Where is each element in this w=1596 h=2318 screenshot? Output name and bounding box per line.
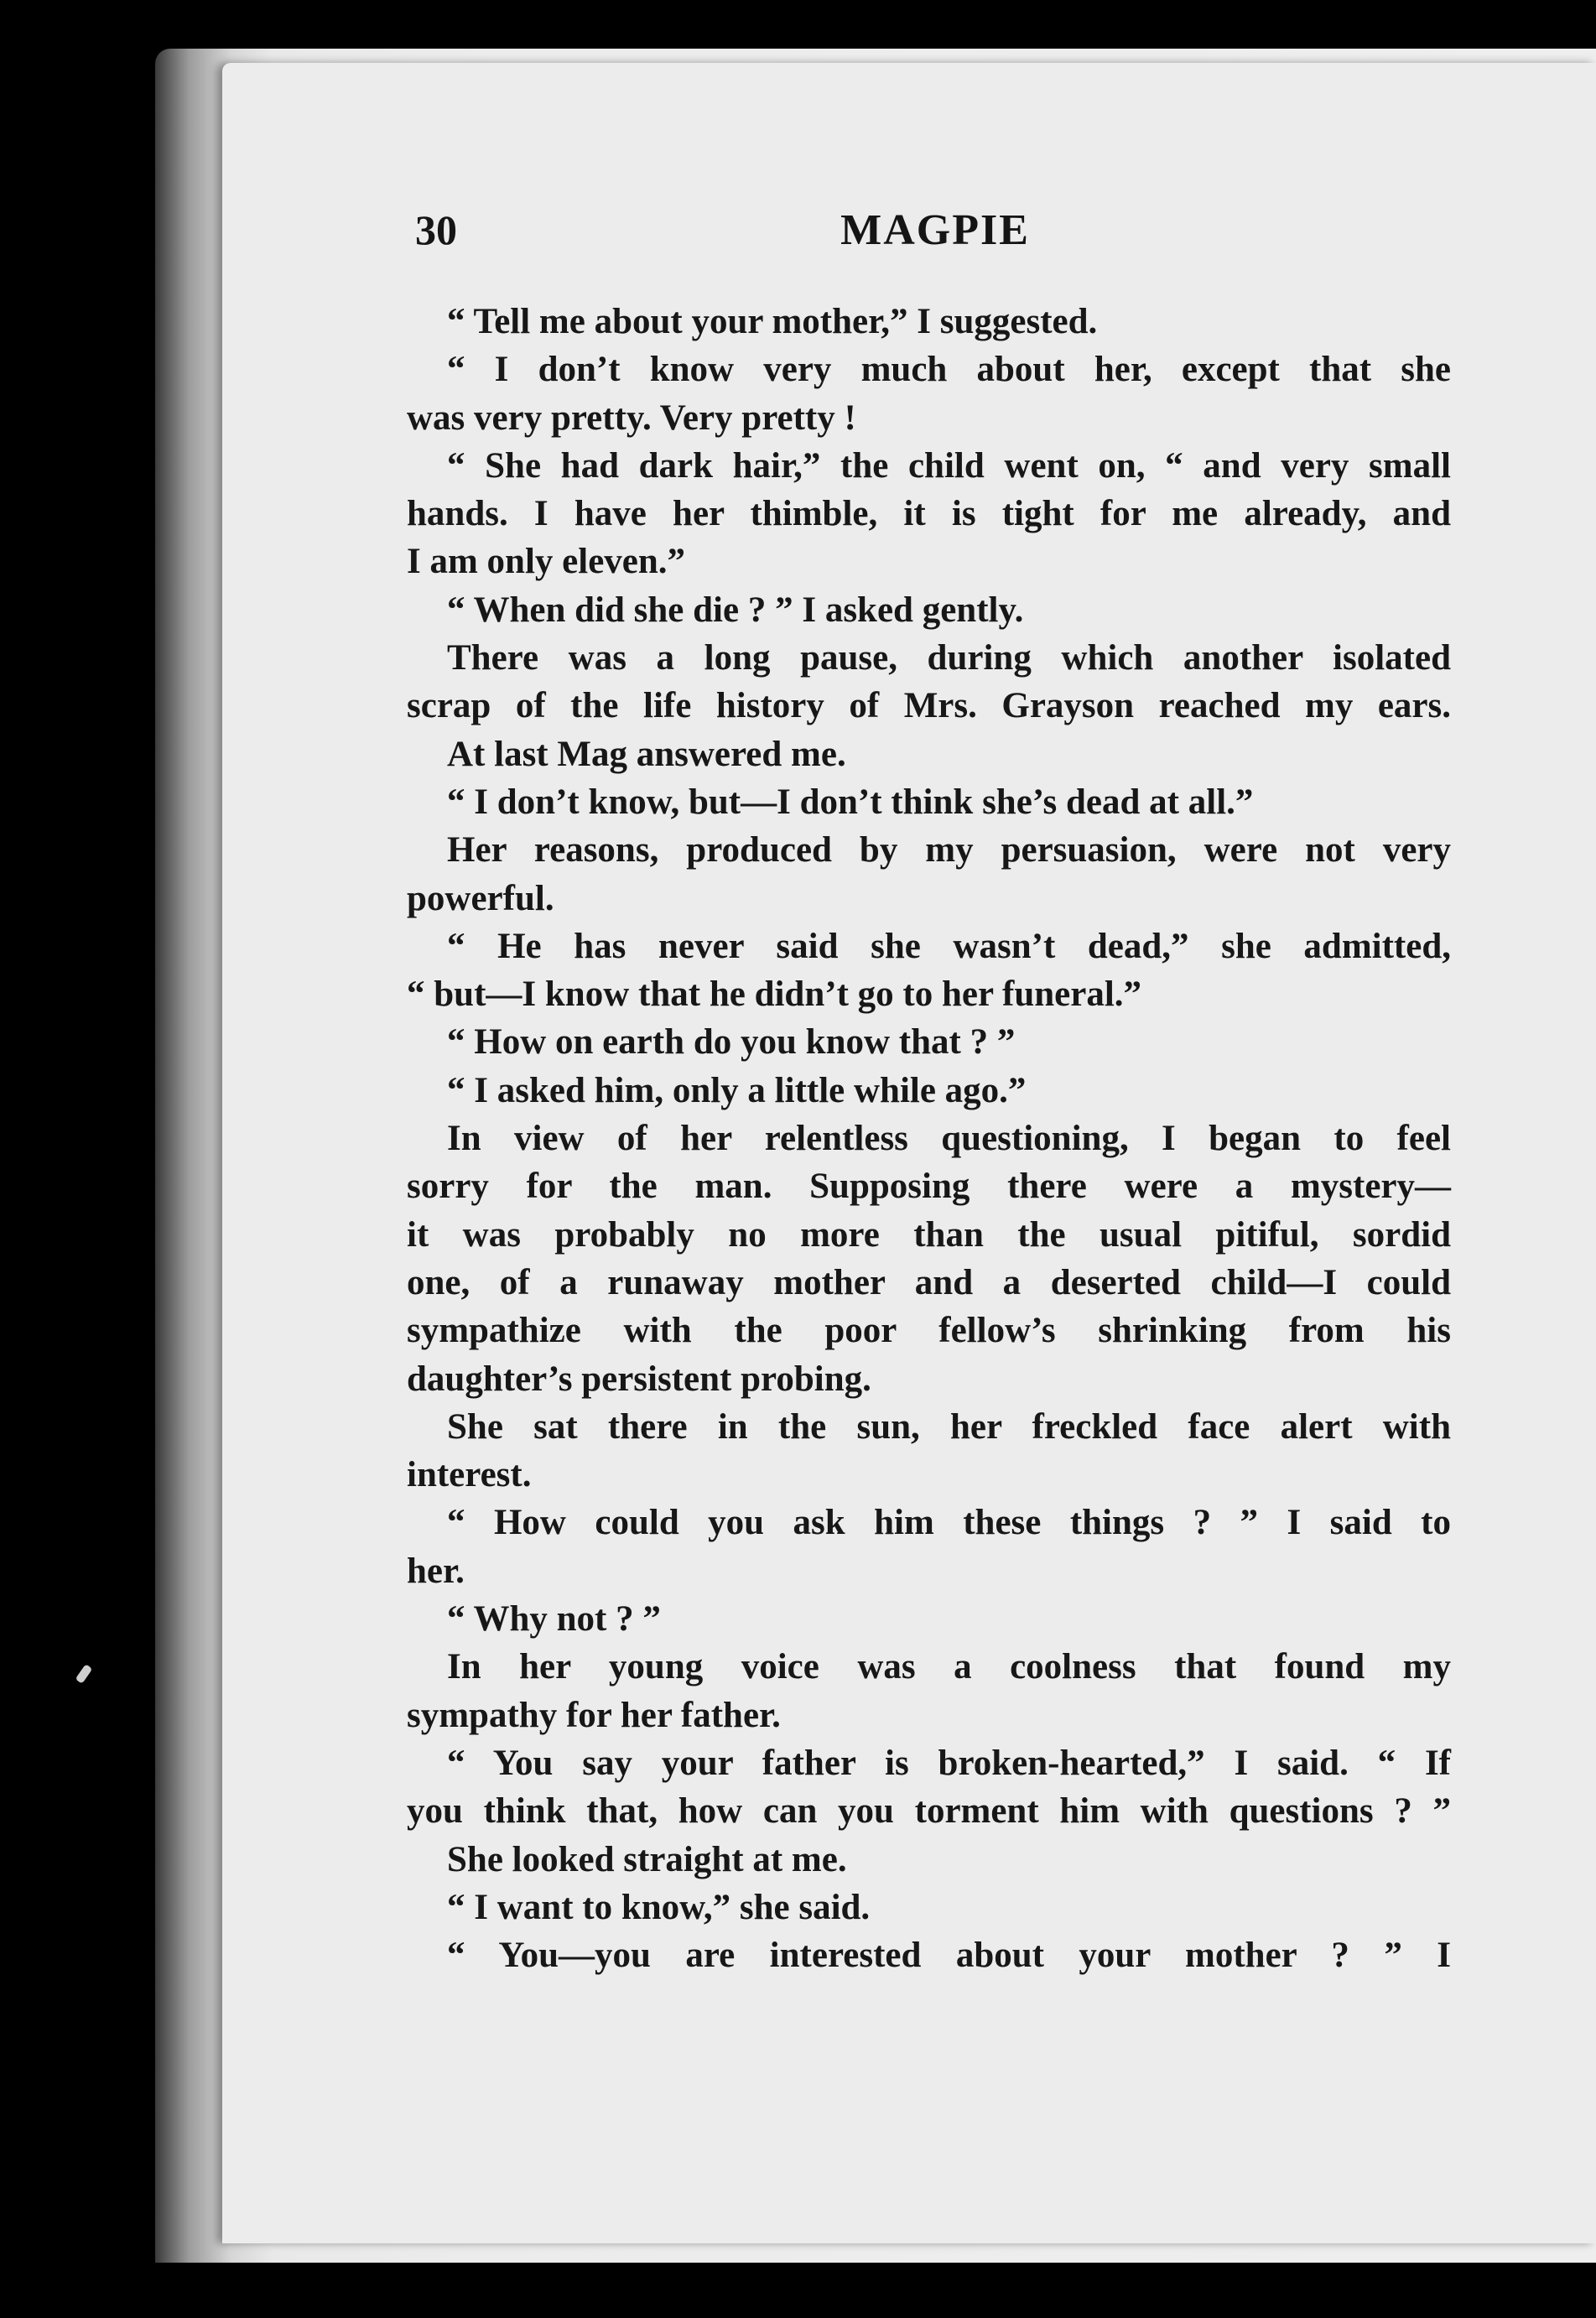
text-line: “ Tell me about your mother,” I suggested. [447, 302, 1098, 341]
text-line: “ I asked him, only a little while ago.” [447, 1070, 1027, 1110]
text-line: “ How could you ask him these things ? ” I said to [447, 1503, 1451, 1543]
text-line: you think that, how can you torment him with questions ? ” [407, 1791, 1451, 1832]
text-line: In her young voice was a coolness that found my [447, 1647, 1451, 1687]
text-line: “ How on earth do you know that ? ” [447, 1022, 1016, 1063]
text-line: She sat there in the sun, her freckled face alert with [447, 1406, 1451, 1447]
text-line: interest. [407, 1455, 532, 1495]
text-line: “ I want to know,” she said. [447, 1887, 871, 1927]
page-header [415, 205, 1455, 273]
body-text [407, 298, 1451, 1979]
text-line: one, of a runaway mother and a deserted child—I could [407, 1262, 1451, 1302]
text-line: In view of her relentless questioning, I began to feel [447, 1119, 1451, 1159]
text-line: “ She had dark hair,” the child went on, “ and very small [447, 445, 1451, 486]
text-line: her. [407, 1551, 465, 1591]
page-number: 30 [415, 206, 457, 253]
text-line: There was a long pause, during which another isolated [447, 638, 1451, 678]
text-line: “ You—you are interested about your mother ? ” I [447, 1936, 1451, 1976]
text-line: hands. I have her thimble, it is tight for me already, and [407, 494, 1451, 534]
text-line: sympathy for her father. [407, 1695, 781, 1735]
text-line: Her reasons, produced by my persuasion, were not very [447, 830, 1451, 871]
text-line: “ but—I know that he didn’t go to her funeral.” [407, 974, 1142, 1015]
text-line: At last Mag answered me. [447, 734, 846, 774]
text-line: “ You say your father is broken-hearted,” I said. “ If [447, 1743, 1451, 1783]
running-head: MAGPIE [840, 206, 1030, 254]
text-line: “ I don’t know very much about her, except that she [447, 350, 1451, 390]
text-line: it was probably no more than the usual pitiful, sordid [407, 1214, 1451, 1255]
text-line: was very pretty. Very pretty ! [407, 398, 856, 438]
text-line: powerful. [407, 878, 554, 918]
text-line: sympathize with the poor fellow’s shrinking from his [407, 1311, 1451, 1351]
text-line: “ Why not ? ” [447, 1599, 661, 1640]
text-line: sorry for the man. Supposing there were a mystery— [407, 1167, 1451, 1207]
text-line: “ When did she die ? ” I asked gently. [447, 590, 1024, 630]
text-line: “ He has never said she wasn’t dead,” she admitted, [447, 926, 1451, 966]
margin-smudge [75, 1664, 93, 1684]
text-line: “ I don’t know, but—I don’t think she’s dead at all.” [447, 782, 1254, 822]
text-line: I am only eleven.” [407, 542, 686, 582]
text-line: daughter’s persistent probing. [407, 1359, 871, 1399]
text-line: She looked straight at me. [447, 1839, 847, 1879]
text-line: scrap of the life history of Mrs. Grayson reached my ears. [407, 686, 1451, 726]
